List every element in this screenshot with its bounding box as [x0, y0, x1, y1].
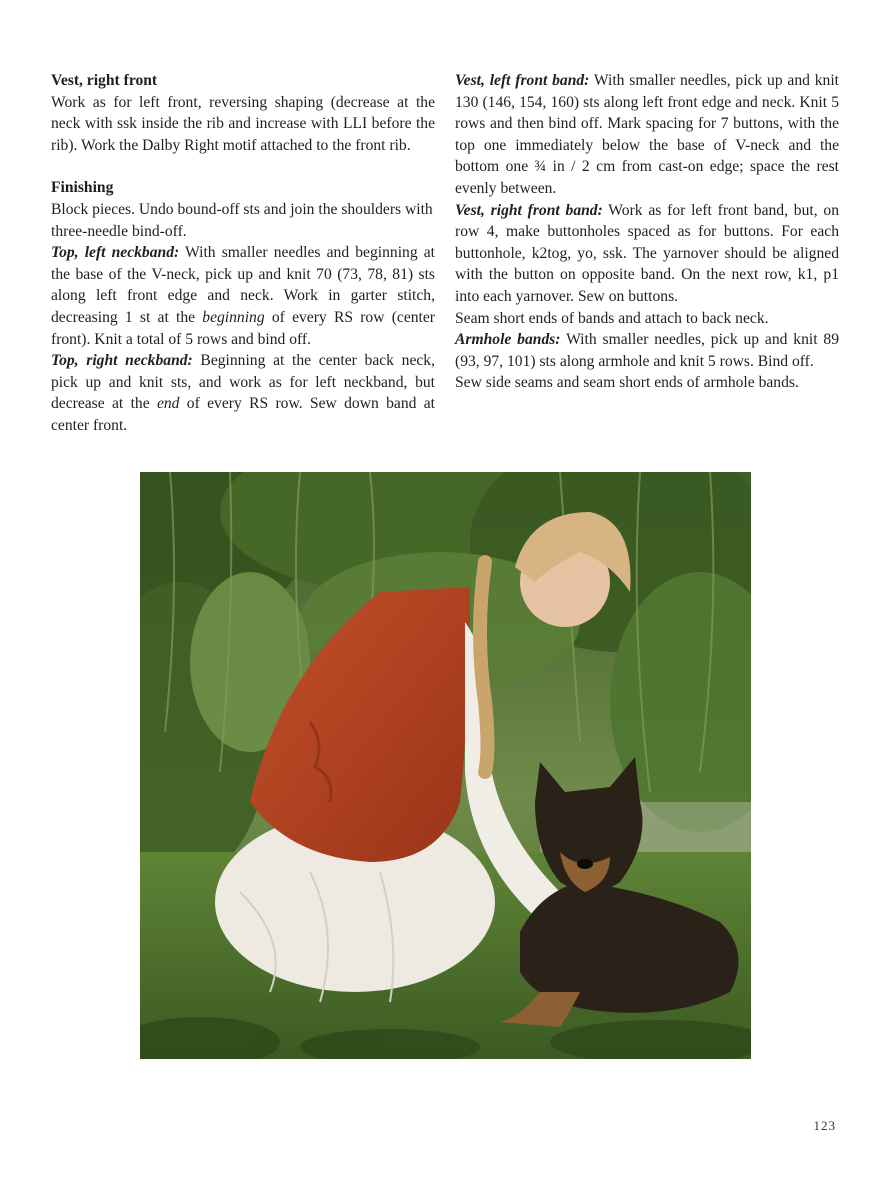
right-front-band-label: Vest, right front band: [455, 201, 603, 219]
right-neckband-emphasis: end [156, 395, 180, 413]
side-seams-instruction: Sew side seams and seam short ends of armhole bands. [455, 374, 799, 392]
left-front-band-instructions [455, 70, 839, 200]
seam-bands-instruction: Seam short ends of bands and attach to back neck. [455, 309, 769, 327]
right-front-band-instructions [455, 200, 839, 308]
braid [480, 562, 488, 772]
right-neckband-label: Top, right neckband: [51, 352, 193, 370]
left-front-band-label: Vest, left front band: [455, 72, 590, 89]
left-front-band-text: With smaller needles, pick up and knit 130 (146, 154, 160) sts along left front edge and neck. Knit 5 rows and then bind off. Mark spacing for 7 buttons, with the top one immediately below the base of V-neck and the bottom one ¾ in / 2 cm from cast-on edge; space the rest evenly between. [455, 72, 840, 197]
armhole-bands-text: With smaller needles, pick up and knit 89 (93, 97, 101) sts along armhole and knit 5 rows. Bind off. [455, 331, 840, 370]
armhole-bands-instructions [455, 329, 839, 372]
right-neckband-text-a: Beginning at the center back neck, pick up and knit sts, and work as for left neckband, but decrease at the [51, 352, 435, 413]
left-neckband-label: Top, left neckband: [51, 244, 180, 262]
dog-nose [577, 859, 593, 869]
left-column [51, 70, 435, 437]
left-neckband-text-a: With smaller needles and beginning at the base of the V-neck, pick up and knit 70 (73, 78, 81) sts along left front edge and neck. Work in garter stitch, decreasing 1 st at the [51, 244, 435, 326]
right-front-heading: Vest, right front [51, 72, 158, 89]
right-front-band-text: Work as for left front band, but, on row 4, make buttonholes spaced as for buttons. For each buttonhole, k2tog, yo, ssk. The yarnover should be aligned with the button on opposite band. On the next row, k1, p1 into each yarnover. Sew on buttons. [455, 201, 839, 305]
right-column [455, 70, 839, 394]
right-front-body: Work as for left front, reversing shaping (decrease at the neck with ssk inside the rib and increase with LLI before the rib). Work the Dalby Right motif attached to the front rib. [51, 93, 435, 154]
right-neckband-text-b: of every RS row. Sew down band at center front. [51, 395, 435, 434]
finishing-heading: Finishing [51, 179, 114, 197]
finishing-intro: Block pieces. Undo bound-off sts and join the shoulders with three-needle bind-off. [51, 200, 433, 240]
armhole-bands-label: Armhole bands: [455, 331, 561, 349]
section-gap [51, 156, 435, 177]
left-neckband-instructions [51, 242, 435, 350]
vest-photo [140, 472, 751, 1059]
left-neckband-text-b: of every RS row (center front). Knit a total of 5 rows and bind off. [51, 308, 435, 348]
page-number: 123 [813, 1118, 836, 1133]
left-neckband-emphasis: beginning [202, 308, 265, 326]
right-neckband-instructions [51, 350, 435, 436]
